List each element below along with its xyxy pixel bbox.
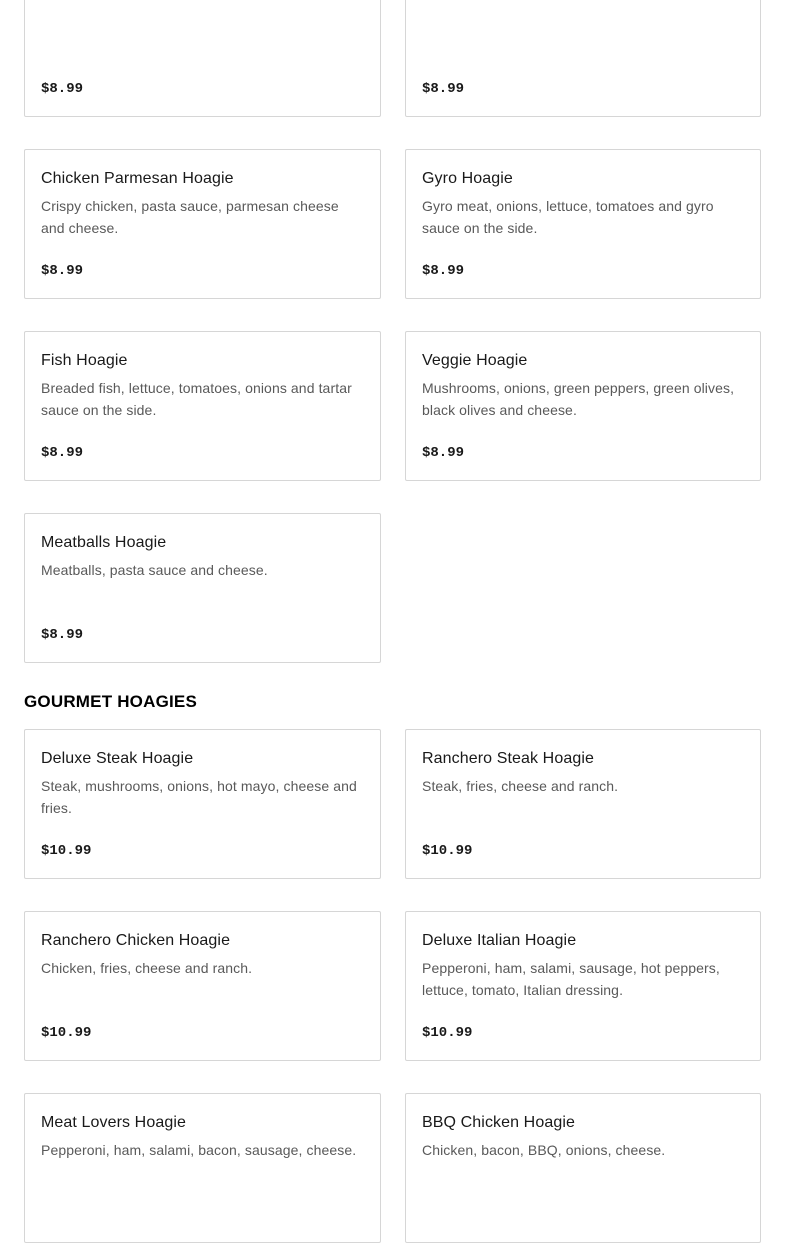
menu-item-price: $10.99: [422, 843, 473, 859]
menu-item-card[interactable]: [24, 911, 381, 1061]
menu-item-card[interactable]: [24, 729, 381, 879]
menu-item-card[interactable]: [405, 729, 761, 879]
menu-item-name: Deluxe Italian Hoagie: [422, 932, 577, 949]
menu-item-description: Mushrooms, onions, green peppers, green olives, black olives and cheese.: [422, 380, 735, 418]
menu-item-name: Veggie Hoagie: [422, 352, 528, 369]
menu-item-card[interactable]: [24, 1093, 381, 1243]
menu-item-name: Ranchero Steak Hoagie: [422, 750, 594, 767]
menu-item-price: $10.99: [41, 843, 92, 859]
menu-item-price: $8.99: [422, 445, 465, 461]
menu-item-description: Pepperoni, ham, salami, bacon, sausage, cheese.: [41, 1142, 357, 1158]
menu-item-name: Gyro Hoagie: [422, 170, 513, 187]
menu-item-name: Deluxe Steak Hoagie: [41, 750, 194, 767]
menu-grid-hoagies: [24, 0, 761, 663]
menu-item-description: Gyro meat, onions, lettuce, tomatoes and gyro sauce on the side.: [422, 198, 714, 236]
menu-item-card[interactable]: [405, 1093, 761, 1243]
menu-item-name: BBQ Chicken Hoagie: [422, 1114, 575, 1131]
menu-item-description: Meatballs, pasta sauce and cheese.: [41, 562, 268, 578]
menu-item-description: Pepperoni, ham, salami, sausage, hot peppers, lettuce, tomato, Italian dressing.: [422, 960, 720, 998]
menu-item-description: Crispy chicken, pasta sauce, parmesan cheese and cheese.: [41, 198, 339, 236]
menu-item-description: Chicken, bacon, BBQ, onions, cheese.: [422, 1142, 666, 1158]
menu-item-price: $8.99: [422, 263, 465, 279]
menu-grid-gourmet-hoagies: [24, 729, 761, 1243]
menu-item-description: Steak, mushrooms, onions, hot mayo, cheese and fries.: [41, 778, 357, 816]
menu-item-card[interactable]: [405, 149, 761, 299]
menu-item-price: $10.99: [422, 1025, 473, 1041]
menu-item-price: $8.99: [41, 445, 84, 461]
menu-item-description: Chicken, fries, cheese and ranch.: [41, 960, 253, 976]
menu-item-card[interactable]: [405, 911, 761, 1061]
menu-item-card[interactable]: [405, 331, 761, 481]
menu-item-name: Fish Hoagie: [41, 352, 128, 369]
section-heading: GOURMET HOAGIES: [24, 692, 198, 711]
menu-item-description: Breaded fish, lettuce, tomatoes, onions and tartar sauce on the side.: [41, 380, 352, 418]
menu-item-price: $8.99: [41, 81, 84, 97]
menu-item-name: Chicken Parmesan Hoagie: [41, 170, 234, 187]
menu-item-name: Meat Lovers Hoagie: [41, 1114, 186, 1131]
menu-item-card[interactable]: [24, 513, 381, 663]
menu-item-name: Ranchero Chicken Hoagie: [41, 932, 231, 949]
menu-item-price: $8.99: [41, 263, 84, 279]
menu-item-price: $8.99: [41, 627, 84, 643]
menu-item-card[interactable]: [24, 149, 381, 299]
menu-item-card[interactable]: [405, 0, 761, 117]
menu-item-name: Meatballs Hoagie: [41, 534, 167, 551]
menu-item-description: Steak, fries, cheese and ranch.: [422, 778, 619, 794]
menu-item-price: $10.99: [41, 1025, 92, 1041]
menu-item-price: $8.99: [422, 81, 465, 97]
menu-item-card[interactable]: [24, 331, 381, 481]
menu-item-card[interactable]: [24, 0, 381, 117]
